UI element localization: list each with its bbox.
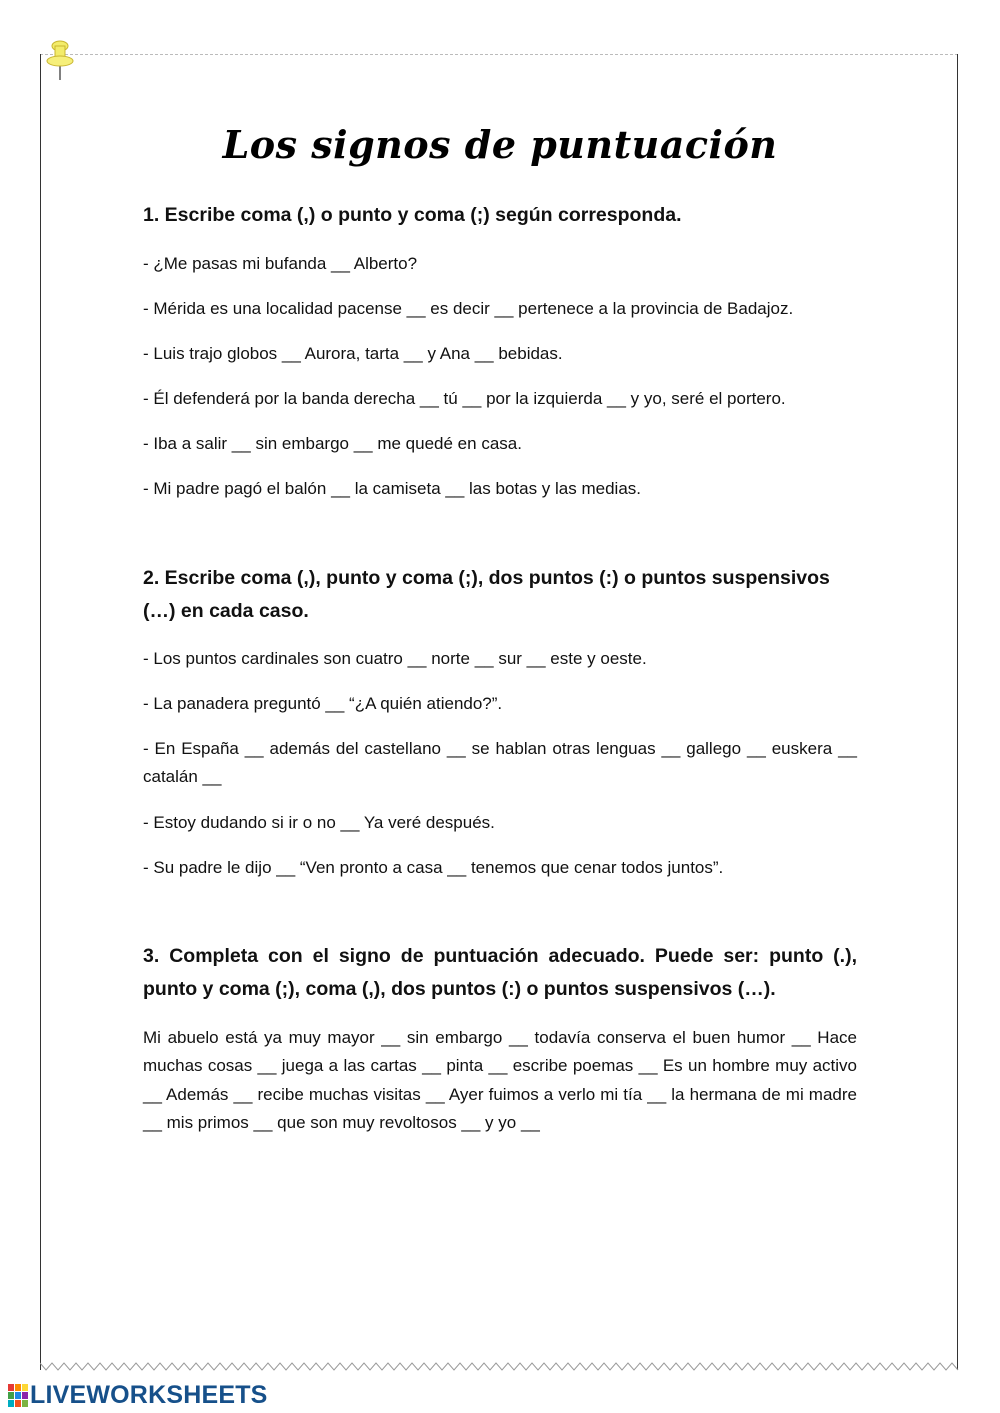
exercise-line: - Mérida es una localidad pacense __ es decir __ pertenece a la provincia de Badajoz. <box>143 299 794 318</box>
logo-block <box>22 1384 28 1391</box>
section-3-heading: 3. Completa con el signo de puntuación adecuado. Puede ser: punto (.), punto y coma (;), coma (,), dos puntos (:) o puntos suspensivos (…). <box>143 945 857 1000</box>
exercise-line: - Luis trajo globos __ Aurora, tarta __ y Ana __ bebidas. <box>143 344 563 363</box>
pushpin-icon <box>40 38 90 84</box>
logo-block <box>15 1392 21 1399</box>
logo-block <box>22 1400 28 1407</box>
logo-block <box>8 1392 14 1399</box>
logo-block <box>8 1400 14 1407</box>
logo-block <box>8 1384 14 1391</box>
liveworksheets-logo-icon <box>8 1384 28 1407</box>
exercise-line: - ¿Me pasas mi bufanda __ Alberto? <box>143 254 418 273</box>
page-title: Los signos de puntuación <box>222 122 778 167</box>
exercise-line: - La panadera preguntó __ “¿A quién atiendo?”. <box>143 694 503 713</box>
section-3-paragraph: Mi abuelo está ya muy mayor __ sin embargo __ todavía conserva el buen humor __ Hace muchas cosas __ juega a las cartas __ pinta __ escribe poemas __ Es un hombre muy activo __ Además __ recibe muchas visitas __ Ayer fuimos a verlo mi tía __ la hermana de mi madre __ mis primos __ que son muy revoltosos __ y yo __ <box>143 1028 857 1132</box>
exercise-line: - En España __ además del castellano __ se hablan otras lenguas __ gallego __ euskera __ catalán __ <box>143 739 857 786</box>
brand-name: LIVEWORKSHEETS <box>30 1380 268 1409</box>
torn-edge-divider <box>40 1360 960 1374</box>
section-1-heading: 1. Escribe coma (,) o punto y coma (;) según corresponda. <box>143 204 682 226</box>
exercise-line: - Mi padre pagó el balón __ la camiseta __ las botas y las medias. <box>143 479 641 498</box>
logo-block <box>22 1392 28 1399</box>
exercise-line: - Iba a salir __ sin embargo __ me quedé en casa. <box>143 434 522 453</box>
exercise-line: - Estoy dudando si ir o no __ Ya veré después. <box>143 813 495 832</box>
section-2-heading: 2. Escribe coma (,), punto y coma (;), dos puntos (:) o puntos suspensivos (…) en cada caso. <box>143 567 830 622</box>
exercise-line: - Los puntos cardinales son cuatro __ norte __ sur __ este y oeste. <box>143 649 647 668</box>
exercise-line: - Él defenderá por la banda derecha __ tú __ por la izquierda __ y yo, seré el portero. <box>143 389 786 408</box>
exercise-line: - Su padre le dijo __ “Ven pronto a casa __ tenemos que cenar todos juntos”. <box>143 858 724 877</box>
footer-brand[interactable] <box>8 1380 268 1410</box>
logo-block <box>15 1400 21 1407</box>
logo-block <box>15 1384 21 1391</box>
